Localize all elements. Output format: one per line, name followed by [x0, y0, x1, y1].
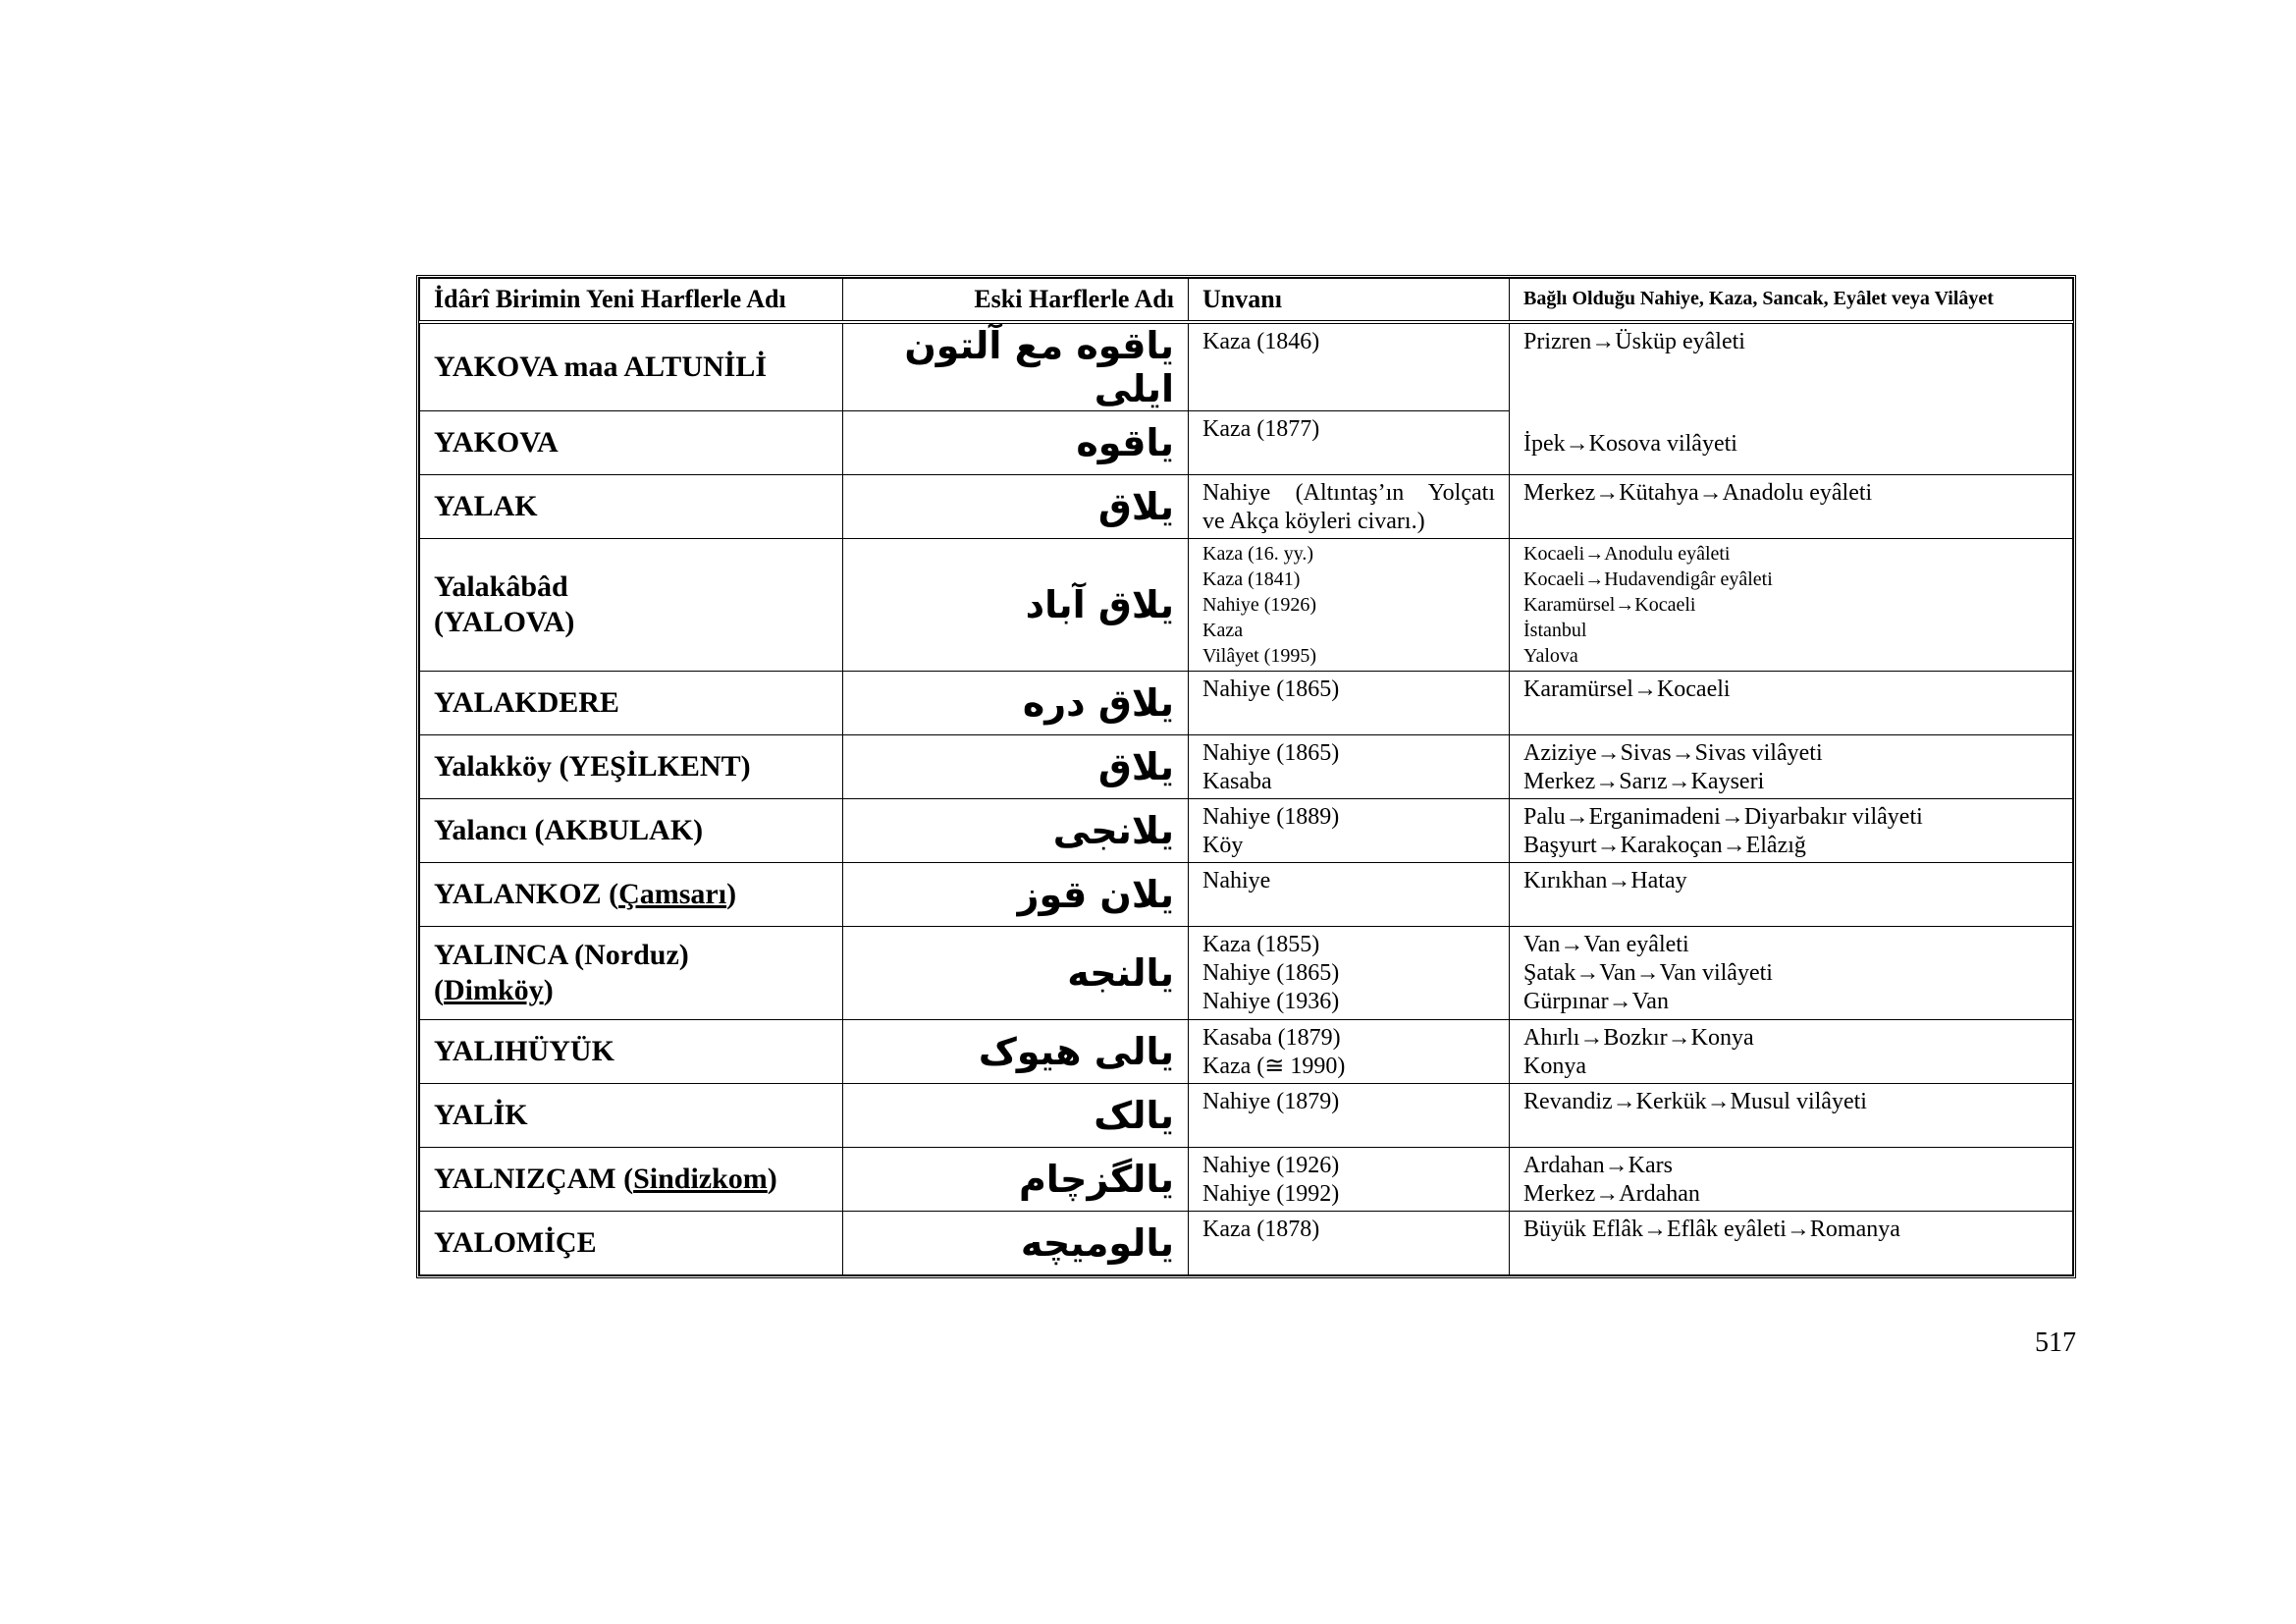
new-name-suffix: ) — [726, 877, 737, 910]
affiliation-line: Ahırlı→Bozkır→Konya — [1523, 1024, 1754, 1051]
new-name-prefix: YALANKOZ ( — [434, 877, 619, 910]
table-row — [420, 1211, 2073, 1274]
old-name-cell: یاقوه — [843, 410, 1189, 474]
table-row — [420, 734, 2073, 798]
affiliation-line: Merkez→Sarız→Kayseri — [1523, 768, 1765, 794]
unvan-line: Nahiye — [1202, 867, 1271, 893]
affiliation-cell — [1510, 1083, 2073, 1147]
unvan-cell — [1189, 1147, 1510, 1211]
unvan-cell — [1189, 1019, 1510, 1083]
unvan-cell — [1189, 538, 1510, 671]
affiliation-cell — [1510, 474, 2073, 538]
unvan-line: Kaza (≅ 1990) — [1202, 1053, 1346, 1079]
new-name-cell — [420, 538, 843, 671]
old-name-cell: یالی هیوک — [843, 1019, 1189, 1083]
table-row — [420, 1147, 2073, 1211]
new-name-cell — [420, 862, 843, 926]
old-name-cell: یلاق — [843, 734, 1189, 798]
unvan-line: Nahiye (1865) — [1202, 959, 1340, 986]
header-new-name: İdârî Birimin Yeni Harflerle Adı — [420, 279, 843, 322]
table-row — [420, 410, 2073, 474]
new-name-cell: YALİK — [420, 1083, 843, 1147]
old-name-cell: یالک — [843, 1083, 1189, 1147]
affiliation-line: Merkez→Ardahan — [1523, 1180, 1700, 1207]
affiliation-line: Karamürsel→Kocaeli — [1523, 593, 1696, 616]
unvan-line: Kaza (1877) — [1202, 415, 1320, 442]
unvan-cell — [1189, 1083, 1510, 1147]
new-name-cell: YALIHÜYÜK — [420, 1019, 843, 1083]
table-row — [420, 1083, 2073, 1147]
unvan-line: Kaza — [1202, 619, 1244, 641]
affiliation-line: Kırıkhan→Hatay — [1523, 867, 1687, 893]
affiliation-cell — [1510, 798, 2073, 862]
new-name-prefix: YALNIZÇAM ( — [434, 1162, 634, 1195]
affiliation-line: Konya — [1523, 1053, 1586, 1079]
old-name-cell: یلانجی — [843, 798, 1189, 862]
affiliation-cell — [1510, 862, 2073, 926]
table-row — [420, 671, 2073, 734]
unvan-line: Kaza (1846) — [1202, 328, 1320, 354]
affiliation-line: Van→Van eyâleti — [1523, 931, 1689, 957]
unvan-line: Kaza (1878) — [1202, 1216, 1320, 1242]
header-row — [420, 279, 2073, 322]
unvan-cell — [1189, 798, 1510, 862]
header-old-name: Eski Harflerle Adı — [843, 279, 1189, 322]
new-name-cell: YAKOVA — [420, 410, 843, 474]
gazetteer-table — [416, 275, 2076, 1278]
new-name-suffix: ) — [767, 1162, 777, 1195]
new-name-cell: YALAK — [420, 474, 843, 538]
new-name-line: Yalakâbâd — [434, 569, 568, 603]
unvan-line: Nahiye (1889) — [1202, 803, 1340, 830]
unvan-line: Nahiye (1865) — [1202, 676, 1340, 702]
unvan-cell — [1189, 474, 1510, 538]
unvan-line: Nahiye (1865) — [1202, 739, 1340, 766]
unvan-line: Nahiye (1926) — [1202, 1152, 1340, 1178]
affiliation-line: Ardahan→Kars — [1523, 1152, 1673, 1178]
unvan-cell — [1189, 862, 1510, 926]
new-name-prefix: ( — [434, 973, 444, 1006]
new-name-underlined: Çamsarı — [618, 877, 727, 910]
unvan-line: Kaza (16. yy.) — [1202, 542, 1314, 565]
new-name-cell: Yalakköy (YEŞİLKENT) — [420, 734, 843, 798]
affiliation-line: Merkez→Kütahya→Anadolu eyâleti — [1523, 479, 1873, 506]
unvan-cell — [1189, 1211, 1510, 1274]
new-name-cell — [420, 926, 843, 1019]
table-row — [420, 474, 2073, 538]
affiliation-line: Şatak→Van→Van vilâyeti — [1523, 959, 1773, 986]
new-name-line — [434, 973, 842, 1008]
header-affiliation: Bağlı Olduğu Nahiye, Kaza, Sancak, Eyâlet veya Vilâyet — [1510, 279, 2073, 322]
affiliation-line: Başyurt→Karakoçan→Elâzığ — [1523, 832, 1806, 858]
table-row — [420, 926, 2073, 1019]
unvan-cell — [1189, 322, 1510, 411]
affiliation-line: İpek→Kosova vilâyeti — [1523, 430, 1737, 457]
unvan-line: Kaza (1841) — [1202, 568, 1301, 590]
unvan-line: Köy — [1202, 832, 1244, 858]
old-name-cell: یالگزچام — [843, 1147, 1189, 1211]
unvan-cell — [1189, 410, 1510, 474]
unvan-line: Nahiye (1992) — [1202, 1180, 1340, 1207]
old-name-cell: یاقوه مع آلتون ایلی — [843, 322, 1189, 411]
affiliation-cell — [1510, 926, 2073, 1019]
affiliation-line: Prizren→Üsküp eyâleti — [1523, 328, 1745, 354]
unvan-line: Vilâyet (1995) — [1202, 644, 1316, 667]
table-row — [420, 862, 2073, 926]
affiliation-cell — [1510, 734, 2073, 798]
new-name-cell — [420, 1147, 843, 1211]
new-name-underlined: Sindizkom — [633, 1162, 768, 1195]
affiliation-line: Büyük Eflâk→Eflâk eyâleti→Romanya — [1523, 1216, 1900, 1242]
affiliation-cell — [1510, 538, 2073, 671]
header-title: Unvanı — [1189, 279, 1510, 322]
unvan-line: ve Akça köyleri civarı.) — [1202, 508, 1425, 534]
new-name-cell: YALOMİÇE — [420, 1211, 843, 1274]
unvan-line: Kaza (1855) — [1202, 931, 1320, 957]
table-row — [420, 798, 2073, 862]
page-number: 517 — [2035, 1327, 2076, 1358]
affiliation-line: Kocaeli→Anodulu eyâleti — [1523, 542, 1731, 565]
unvan-cell — [1189, 926, 1510, 1019]
affiliation-cell — [1510, 1019, 2073, 1083]
old-name-cell: یلاق دره — [843, 671, 1189, 734]
new-name-underlined: Dimköy — [444, 973, 544, 1006]
new-name-cell: YAKOVA maa ALTUNİLİ — [420, 322, 843, 411]
affiliation-cell — [1510, 1147, 2073, 1211]
affiliation-cell — [1510, 322, 2073, 411]
unvan-line: Kasaba — [1202, 768, 1272, 794]
old-name-cell: یالنجه — [843, 926, 1189, 1019]
affiliation-line: Palu→Erganimadeni→Diyarbakır vilâyeti — [1523, 803, 1923, 830]
affiliation-line: Revandiz→Kerkük→Musul vilâyeti — [1523, 1088, 1867, 1114]
affiliation-line: Gürpınar→Van — [1523, 988, 1669, 1014]
unvan-line: Nahiye (1879) — [1202, 1088, 1340, 1114]
old-name-cell: یالومیچه — [843, 1211, 1189, 1274]
old-name-cell: یلان قوز — [843, 862, 1189, 926]
unvan-line: Nahiye (Altıntaş’ın Yolçatı — [1202, 479, 1495, 506]
affiliation-line: Karamürsel→Kocaeli — [1523, 676, 1731, 702]
new-name-suffix: ) — [543, 973, 554, 1006]
old-name-cell: یلاق — [843, 474, 1189, 538]
new-name-line: (YALOVA) — [434, 605, 575, 638]
affiliation-cell — [1510, 410, 2073, 474]
unvan-line: Nahiye (1936) — [1202, 988, 1340, 1014]
old-name-cell: یلاق آباد — [843, 538, 1189, 671]
table-row — [420, 538, 2073, 671]
table-row — [420, 1019, 2073, 1083]
new-name-cell: YALAKDERE — [420, 671, 843, 734]
new-name-line: YALINCA (Norduz) — [434, 938, 689, 971]
affiliation-cell — [1510, 1211, 2073, 1274]
table-row — [420, 322, 2073, 411]
affiliation-line: Aziziye→Sivas→Sivas vilâyeti — [1523, 739, 1823, 766]
new-name-cell: Yalancı (AKBULAK) — [420, 798, 843, 862]
affiliation-cell — [1510, 671, 2073, 734]
unvan-line: Kasaba (1879) — [1202, 1024, 1341, 1051]
unvan-cell — [1189, 734, 1510, 798]
unvan-cell — [1189, 671, 1510, 734]
affiliation-line: Kocaeli→Hudavendigâr eyâleti — [1523, 568, 1773, 590]
affiliation-line: İstanbul — [1523, 619, 1587, 641]
affiliation-line: Yalova — [1523, 644, 1578, 667]
unvan-line: Nahiye (1926) — [1202, 593, 1317, 616]
